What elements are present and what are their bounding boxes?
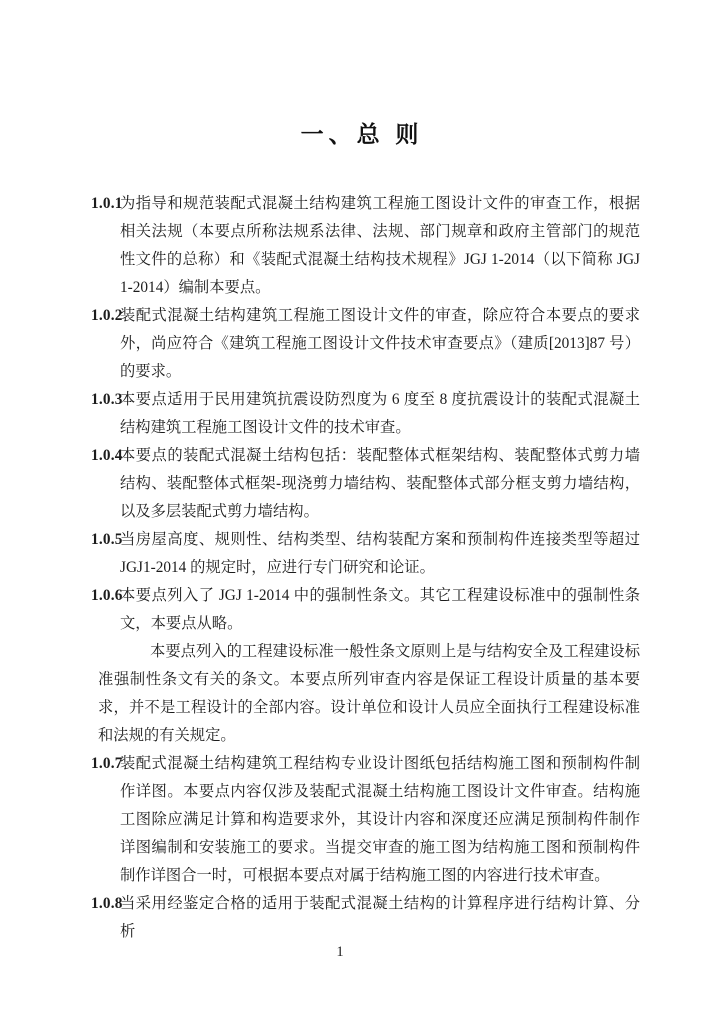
clause-text: 本要点适用于民用建筑抗震设防烈度为 6 度至 8 度抗震设计的装配式混凝土结构建筑工程施工图设计文件的技术审查。	[120, 391, 640, 436]
clause-text: 当房屋高度、规则性、结构类型、结构装配方案和预制构件连接类型等超过 JGJ1-2014 的规定时，应进行专门研究和论证。	[120, 531, 640, 576]
clause-note: 本要点列入的工程建设标准一般性条文原则上是与结构安全及工程建设标准强制性条文有关的条文。本要点所列审查内容是保证工程设计质量的基本要求，并不是工程设计的全部内容。设计单位和设计人员应全面执行工程建设标准和法规的有关规定。	[98, 643, 640, 744]
clause-list	[91, 190, 640, 946]
clause-number: 1.0.7	[91, 755, 123, 772]
clause-number: 1.0.2	[91, 307, 123, 324]
clause-number: 1.0.6	[91, 587, 123, 604]
clause-1-0-5	[91, 526, 640, 582]
clause-number: 1.0.4	[91, 447, 123, 464]
clause-1-0-1	[91, 190, 640, 302]
clause-1-0-7	[91, 750, 640, 890]
clause-text: 本要点的装配式混凝土结构包括：装配整体式框架结构、装配整体式剪力墙结构、装配整体式框架-现浇剪力墙结构、装配整体式部分框支剪力墙结构，以及多层装配式剪力墙结构。	[120, 447, 640, 520]
clause-text: 为指导和规范装配式混凝土结构建筑工程施工图设计文件的审查工作，根据相关法规（本要点所称法规系法律、法规、部门规章和政府主管部门的规范性文件的总称）和《装配式混凝土结构技术规程》JGJ 1-2014（以下简称 JGJ 1-2014）编制本要点。	[120, 195, 640, 296]
clause-1-0-2	[91, 302, 640, 386]
clause-1-0-4	[91, 442, 640, 526]
clause-text: 当采用经鉴定合格的适用于装配式混凝土结构的计算程序进行结构计算、分析	[120, 895, 640, 940]
clause-1-0-3	[91, 386, 640, 442]
clause-text: 装配式混凝土结构建筑工程结构专业设计图纸包括结构施工图和预制构件制作详图。本要点内容仅涉及装配式混凝土结构施工图设计文件审查。结构施工图除应满足计算和构造要求外，其设计内容和深度还应满足预制构件制作详图编制和安装施工的要求。当提交审查的施工图为结构施工图和预制构件制作详图合一时，可根据本要点对属于结构施工图的内容进行技术审查。	[120, 755, 640, 884]
clause-1-0-8	[91, 890, 640, 946]
page-title: 一、总 则	[300, 122, 424, 147]
clause-number: 1.0.8	[91, 895, 123, 912]
page-number: 1	[336, 944, 344, 960]
clause-text: 装配式混凝土结构建筑工程施工图设计文件的审查，除应符合本要点的要求外，尚应符合《建筑工程施工图设计文件技术审查要点》（建质[2013]87 号）的要求。	[120, 307, 640, 380]
clause-number: 1.0.3	[91, 391, 123, 408]
clause-1-0-6	[91, 582, 640, 750]
clause-number: 1.0.5	[91, 531, 123, 548]
clause-text: 本要点列入了 JGJ 1-2014 中的强制性条文。其它工程建设标准中的强制性条文，本要点从略。	[120, 587, 640, 632]
clause-number: 1.0.1	[91, 195, 123, 212]
